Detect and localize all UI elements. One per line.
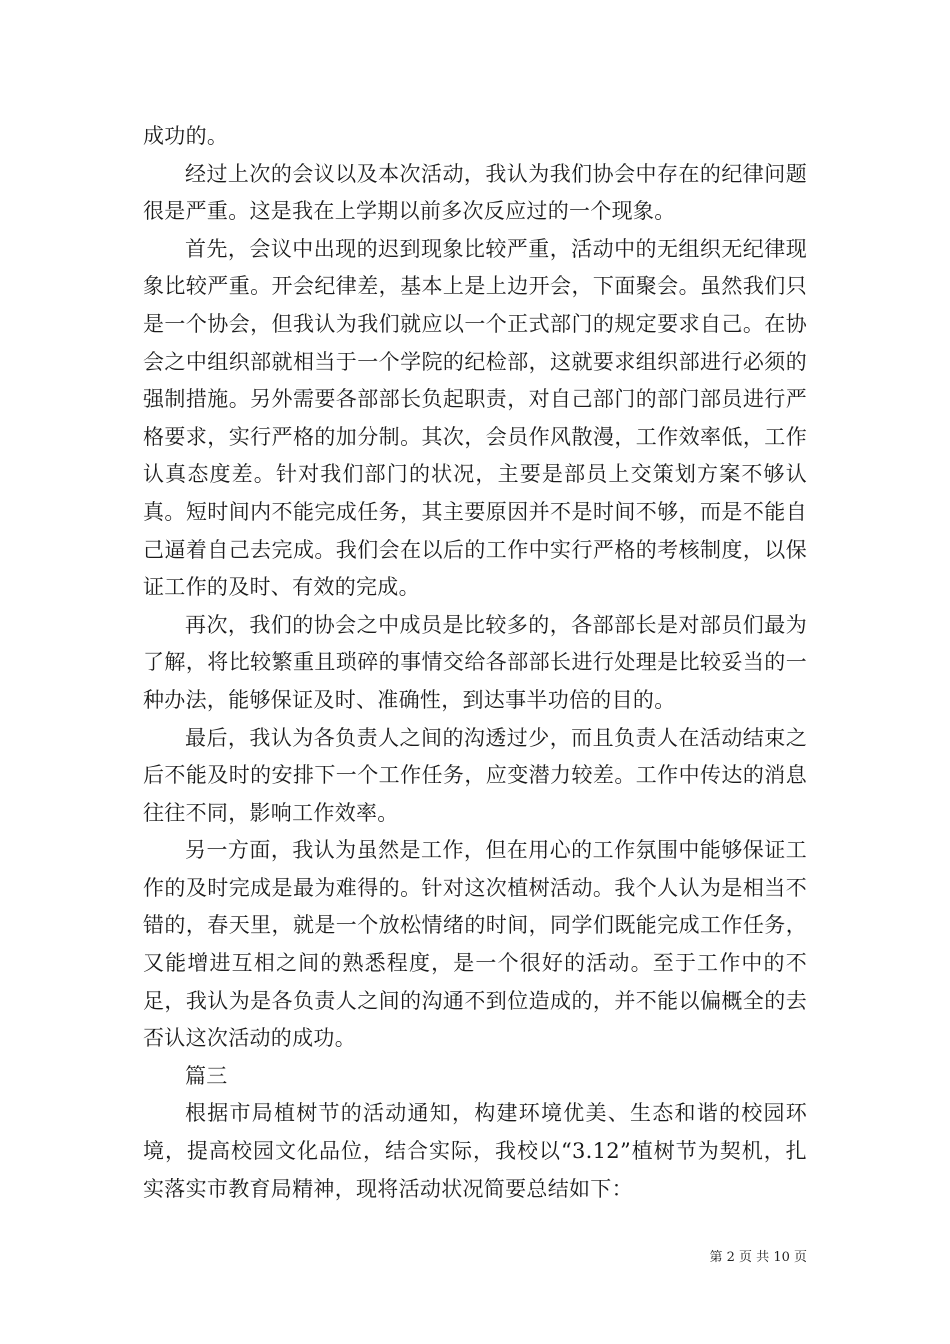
paragraph-continuation: 成功的。 [143,124,229,148]
paragraph-other-aspect: 另一方面，我认为虽然是工作，但在用心的工作氛围中能够保证工作的及时完成是最为难得的。针对这次植树活动。我个人认为是相当不错的，春天里，就是一个放松情绪的时间，同学们既能完成工作任务，又能增进互相之间的熟悉程度，是一个很好的活动。至于工作中的不足，我认为是各负责人之间的沟通不到位造成的，并不能以偏概全的去否认这次活动的成功。 [143,838,807,1051]
paragraph-discipline-intro: 经过上次的会议以及本次活动，我认为我们协会中存在的纪律问题很是严重。这是我在上学期以前多次反应过的一个现象。 [143,161,807,224]
document-body [143,118,807,1208]
paragraph-first-point: 首先，会议中出现的迟到现象比较严重，活动中的无组织无纪律现象比较严重。开会纪律差，基本上是上边开会，下面聚会。虽然我们只是一个协会，但我认为我们就应以一个正式部门的规定要求自己。在协会之中组织部就相当于一个学院的纪检部，这就要求组织部进行必须的强制措施。另外需要各部部长负起职责，对自己部门的部门部员进行严格要求，实行严格的加分制。其次，会员作风散漫，工作效率低，工作认真态度差。针对我们部门的状况，主要是部员上交策划方案不够认真。短时间内不能完成任务，其主要原因并不是时间不够，而是不能自己逼着自己去完成。我们会在以后的工作中实行严格的考核制度，以保证工作的及时、有效的完成。 [143,236,807,600]
section-heading: 篇三 [185,1063,228,1088]
page-number-footer: 第 2 页 共 10 页 [709,1250,807,1265]
paragraph-section-three: 根据市局植树节的活动通知，构建环境优美、生态和谐的校园环境，提高校园文化品位，结合实际，我校以“3.12”植树节为契机，扎实落实市教育局精神，现将活动状况简要总结如下： [143,1101,807,1201]
paragraph-second-point: 再次，我们的协会之中成员是比较多的，各部部长是对部员们最为了解，将比较繁重且琐碎的事情交给各部部长进行处理是比较妥当的一种办法，能够保证及时、准确性，到达事半功倍的目的。 [143,612,807,712]
paragraph-last-point: 最后，我认为各负责人之间的沟透过少，而且负责人在活动结束之后不能及时的安排下一个工作任务，应变潜力较差。工作中传达的消息往往不同，影响工作效率。 [143,725,807,825]
